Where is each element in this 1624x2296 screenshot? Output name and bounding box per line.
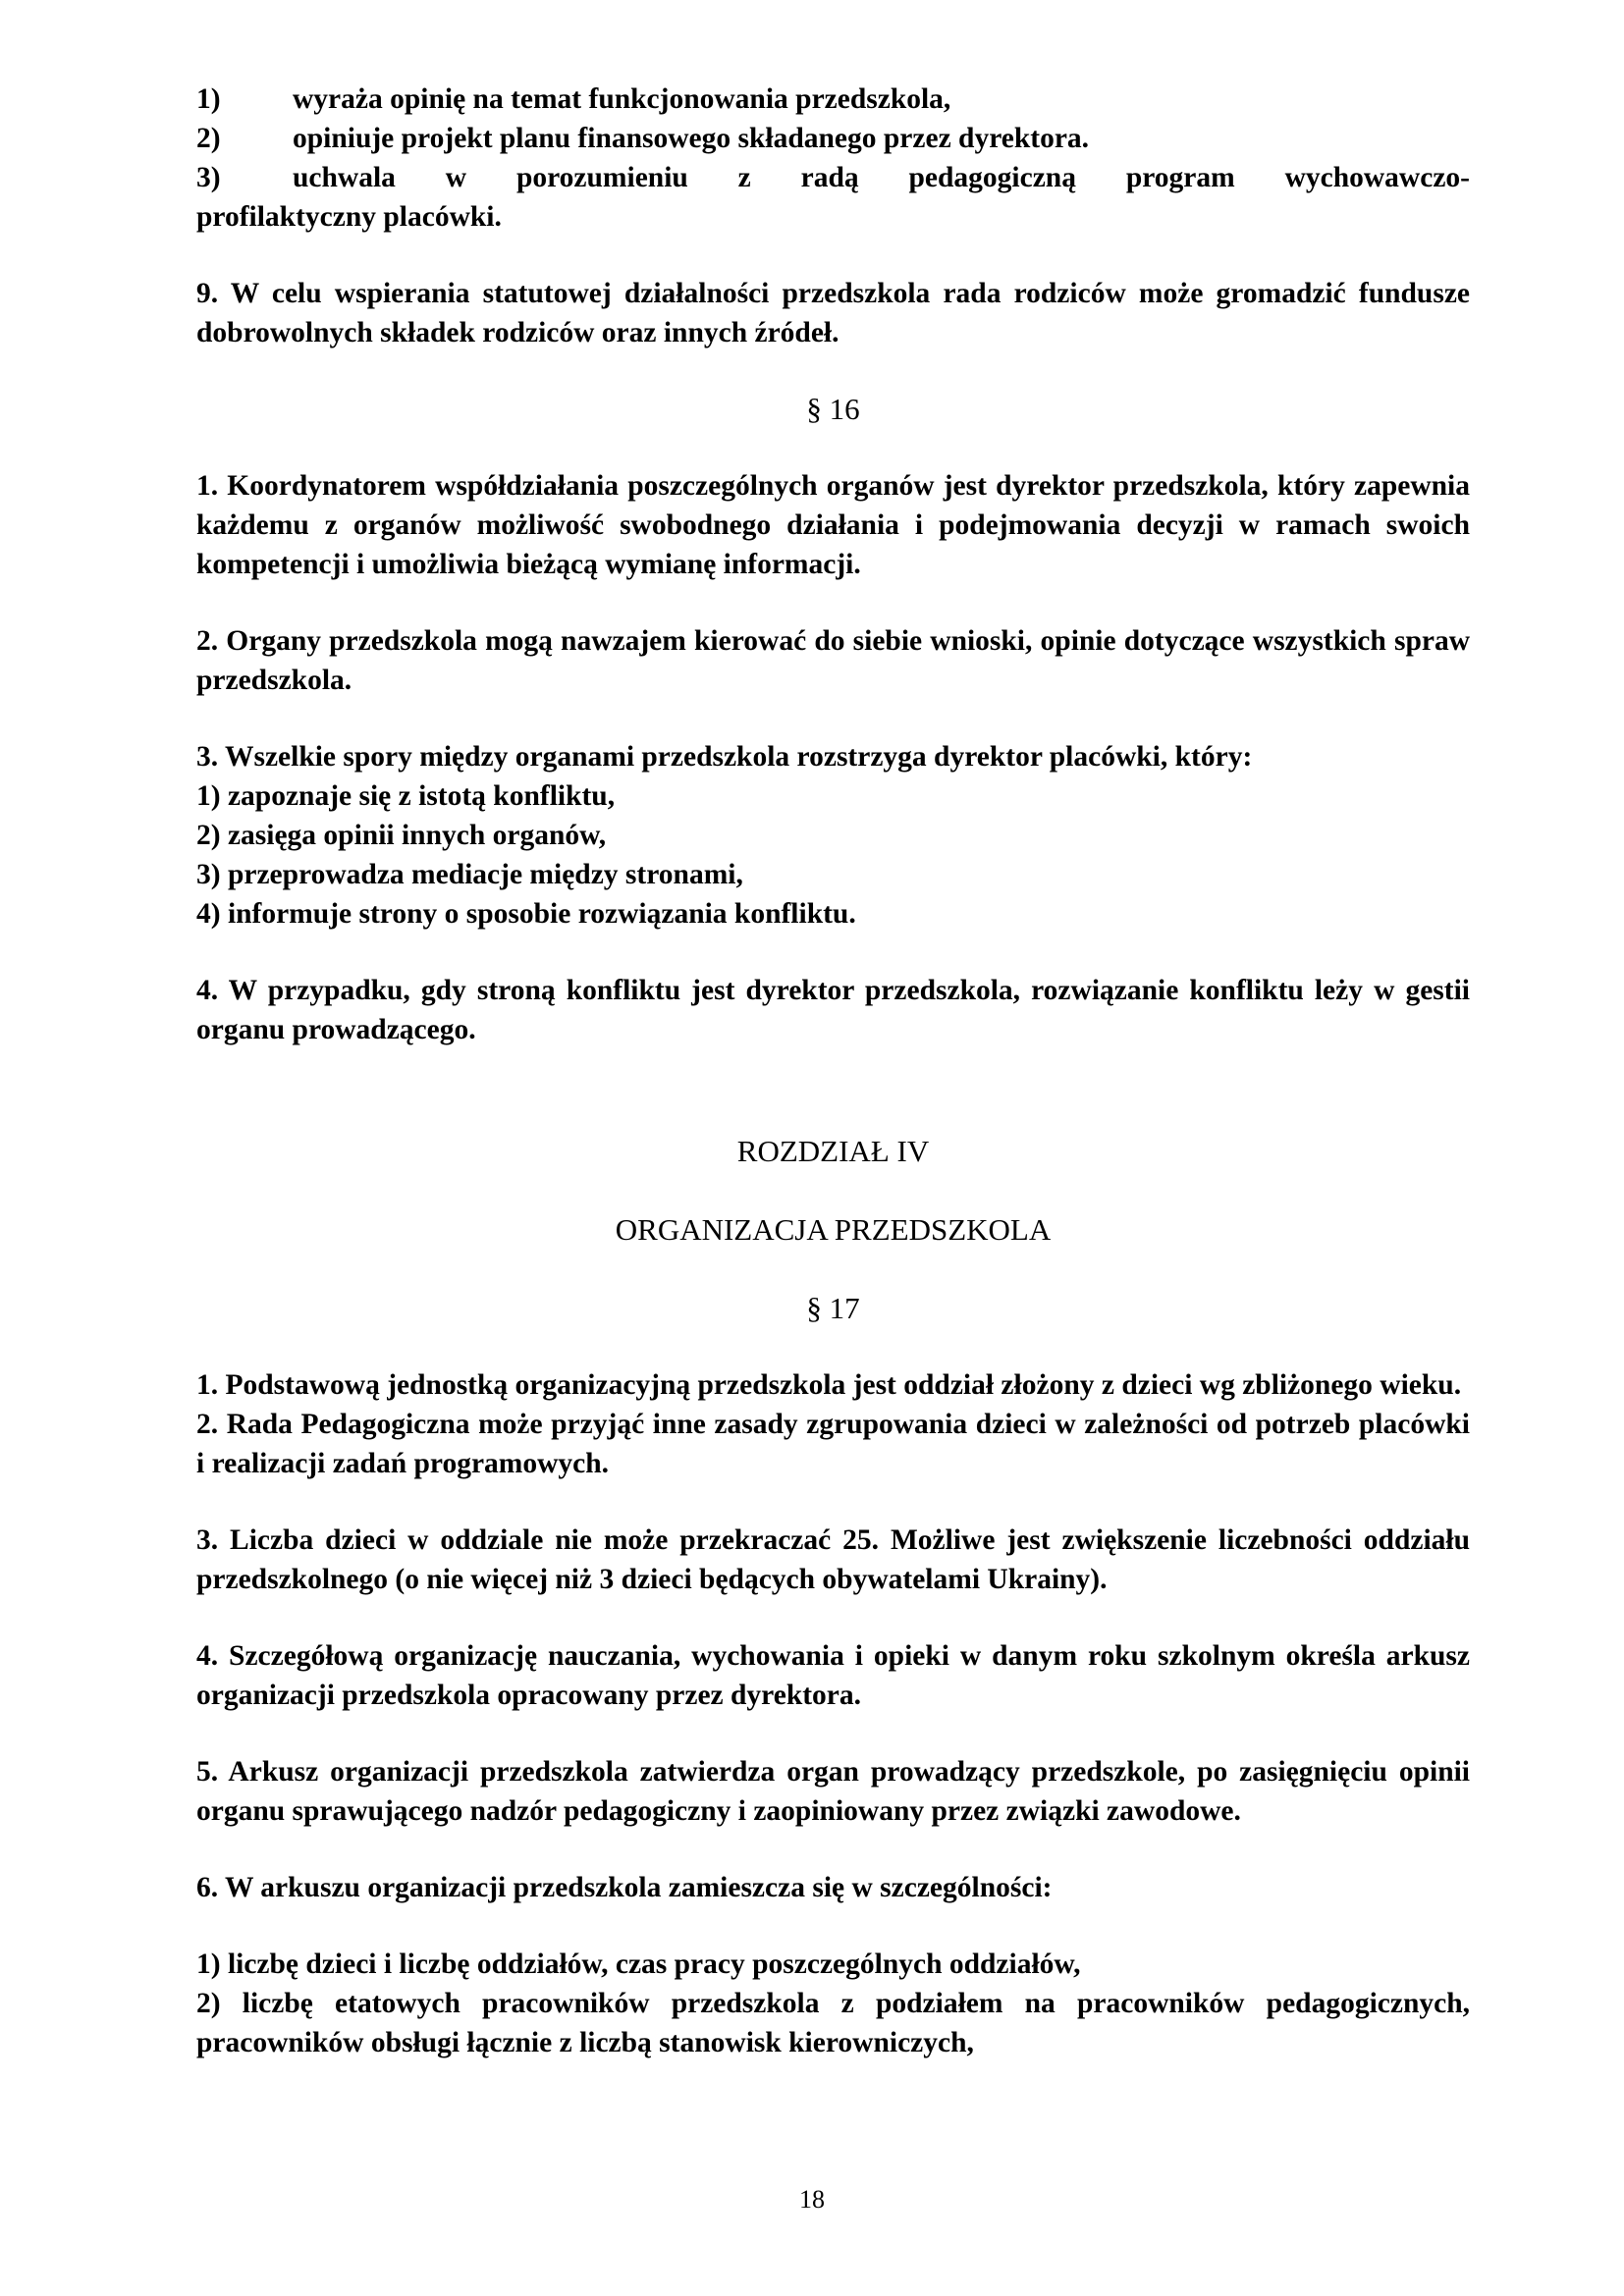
sec17-paragraph-1: 1. Podstawową jednostką organizacyjną przedszkola jest oddział złożony z dzieci wg zbliżonego wieku.: [196, 1369, 1462, 1401]
sec17-paragraph-3: 3. Liczba dzieci w oddziale nie może przekraczać 25. Możliwe jest zwiększenie liczebności oddziału przedszkolnego (o nie więcej niż 3 dzieci będących obywatelami Ukrainy).: [196, 1524, 1470, 1595]
intro-list-item-2: [196, 119, 1470, 158]
sec16-paragraph-2: 2. Organy przedszkola mogą nawzajem kierować do siebie wnioski, opinie dotyczące wszystkich spraw przedszkola.: [196, 625, 1470, 696]
chapter-title: ORGANIZACJA PRZEDSZKOLA: [615, 1212, 1052, 1247]
list-number: 3): [196, 162, 221, 193]
intro-list-item-3: [196, 158, 1470, 197]
sec17-paragraph-4: 4. Szczegółową organizację nauczania, wychowania i opieki w danym roku szkolnym określa arkusz organizacji przedszkola opracowany przez dyrektora.: [196, 1640, 1470, 1711]
list-text: uchwala w porozumieniu z radą pedagogiczną program wychowawczo-: [293, 162, 1470, 193]
list-continuation: profilaktyczny placówki.: [196, 201, 502, 233]
chapter-number: ROZDZIAŁ IV: [736, 1134, 930, 1168]
sec16-item-1: 1) zapoznaje się z istotą konfliktu,: [196, 780, 616, 812]
sec16-item-4: 4) informuje strony o sposobie rozwiązania konfliktu.: [196, 898, 856, 930]
sec16-item-3: 3) przeprowadza mediacje między stronami,: [196, 859, 743, 890]
sec17-item-2: 2) liczbę etatowych pracowników przedszkola z podziałem na pracowników pedagogicznych, pracowników obsługi łącznie z liczbą stanowisk kierowniczych,: [196, 1988, 1470, 2058]
intro-list-item-1: [196, 80, 1470, 119]
sec16-paragraph-4: 4. W przypadku, gdy stroną konfliktu jest dyrektor przedszkola, rozwiązanie konfliktu leży w gestii organu prowadzącego.: [196, 975, 1470, 1045]
sec17-item-1: 1) liczbę dzieci i liczbę oddziałów, czas pracy poszczególnych oddziałów,: [196, 1949, 1081, 1980]
list-text: wyraża opinię na temat funkcjonowania przedszkola,: [293, 83, 951, 115]
sec16-paragraph-1: 1. Koordynatorem współdziałania poszczególnych organów jest dyrektor przedszkola, który zapewnia każdemu z organów możliwość swobodnego działania i podejmowania decyzji w ramach swoich kompetencji i umożliwia bieżącą wymianę informacji.: [196, 470, 1470, 580]
list-text: opiniuje projekt planu finansowego składanego przez dyrektora.: [293, 123, 1090, 154]
list-number: 2): [196, 123, 221, 154]
list-number: 1): [196, 83, 221, 115]
sec17-paragraph-6: 6. W arkuszu organizacji przedszkola zamieszcza się w szczególności:: [196, 1872, 1053, 1903]
paragraph-9: 9. W celu wspierania statutowej działalności przedszkola rada rodziców może gromadzić fundusze dobrowolnych składek rodziców oraz innych źródeł.: [196, 278, 1470, 348]
sec17-paragraph-2: 2. Rada Pedagogiczna może przyjąć inne zasady zgrupowania dzieci w zależności od potrzeb placówki i realizacji zadań programowych.: [196, 1409, 1470, 1479]
sec17-paragraph-5: 5. Arkusz organizacji przedszkola zatwierdza organ prowadzący przedszkole, po zasięgnięciu opinii organu sprawującego nadzór pedagogiczny i zaopiniowany przez związki zawodowe.: [196, 1756, 1470, 1827]
sec16-item-2: 2) zasięga opinii innych organów,: [196, 820, 607, 851]
section-heading-16: § 16: [806, 392, 860, 426]
section-heading-17: § 17: [806, 1291, 860, 1325]
page-number: 18: [799, 2185, 825, 2214]
sec16-paragraph-3: 3. Wszelkie spory między organami przedszkola rozstrzyga dyrektor placówki, który:: [196, 741, 1253, 773]
